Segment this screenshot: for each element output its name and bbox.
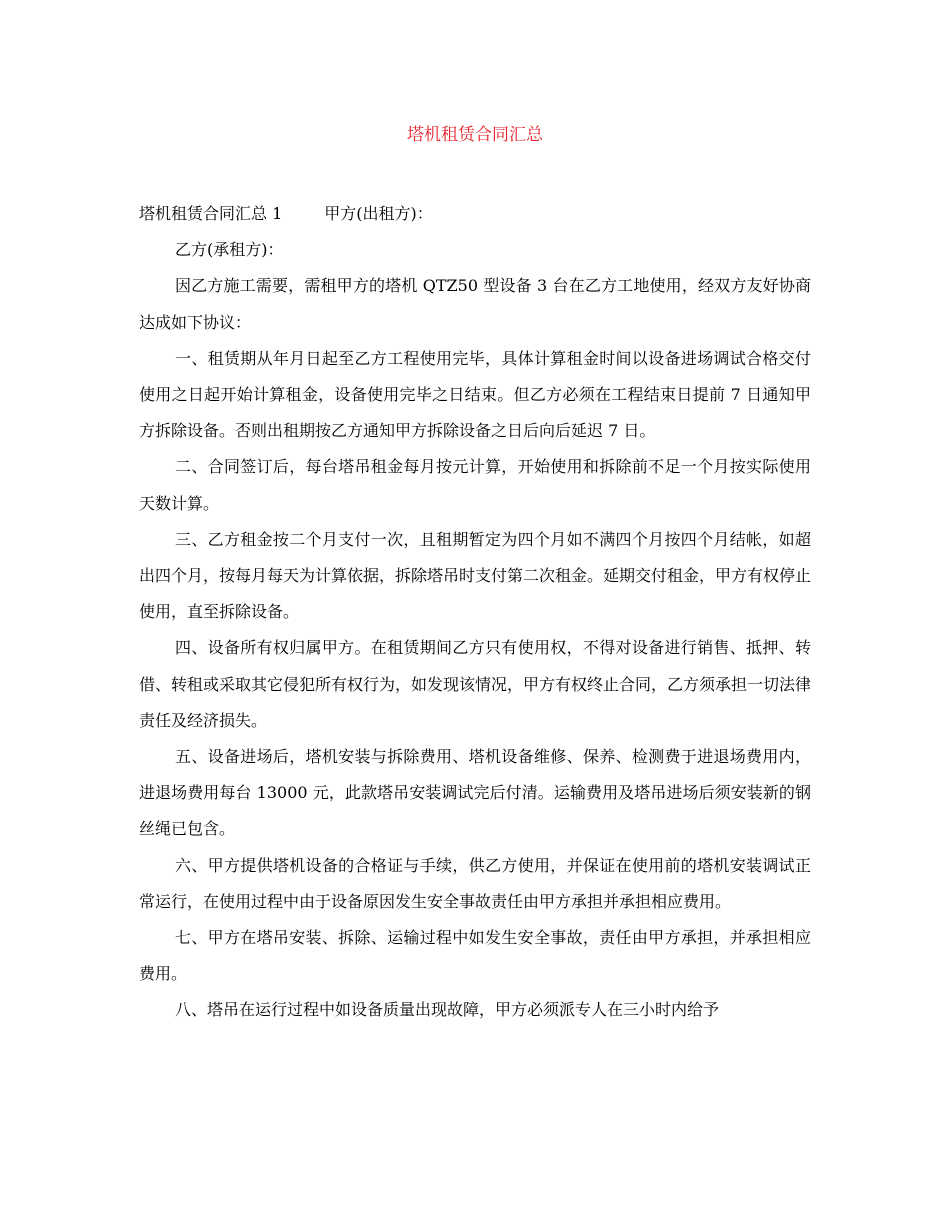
clause-6: 六、甲方提供塔机设备的合格证与手续，供乙方使用，并保证在使用前的塔机安装调试正常运行，在使用过程中由于设备原因发生安全事故责任由甲方承担并承担相应费用。 [139,855,811,911]
document-title: 塔机租赁合同汇总 [407,125,543,145]
contract-heading-line [139,196,811,232]
clause-1: 一、租赁期从年月日起至乙方工程使用完毕，具体计算租金时间以设备进场调试合格交付使用之日起开始计算租金，设备使用完毕之日结束。但乙方必须在工程结束日提前 7 日通知甲方拆除设备。否则出租期按乙方通知甲方拆除设备之日后向后延迟 7 日。 [139,348,811,441]
clause-5: 五、设备进场后，塔机安装与拆除费用、塔机设备维修、保养、检测费于进退场费用内，进退场费用每台 13000 元，此款塔吊安装调试完后付清。运输费用及塔吊进场后须安装新的钢丝绳已包含。 [139,747,811,839]
clause-7: 七、甲方在塔吊安装、拆除、运输过程中如发生安全事故，责任由甲方承担，并承担相应费用。 [139,928,811,984]
clause-8: 八、塔吊在运行过程中如设备质量出现故障，甲方必须派专人在三小时内给予 [175,1000,720,1020]
contract-heading: 塔机租赁合同汇总 1 [139,204,283,223]
party-a-label: 甲方(出租方)： [324,204,433,223]
document-body [139,196,811,1029]
paragraph-intro: 因乙方施工需要，需租甲方的塔机 QTZ50 型设备 3 台在乙方工地使用，经双方友好协商达成如下协议： [139,276,811,332]
party-b-label: 乙方(承租方)： [175,240,284,260]
clause-3: 三、乙方租金按二个月支付一次，且租期暂定为四个月如不满四个月按四个月结帐，如超出四个月，按每月每天为计算依据，拆除塔吊时支付第二次租金。延期交付租金，甲方有权停止使用，直至拆除设备。 [139,529,812,622]
clause-2: 二、合同签订后，每台塔吊租金每月按元计算，开始使用和拆除前不足一个月按实际使用天数计算。 [139,457,811,513]
clause-4: 四、设备所有权归属甲方。在租赁期间乙方只有使用权，不得对设备进行销售、抵押、转借、转租或采取其它侵犯所有权行为，如发现该情况，甲方有权终止合同，乙方须承担一切法律责任及经济损失。 [139,638,812,730]
